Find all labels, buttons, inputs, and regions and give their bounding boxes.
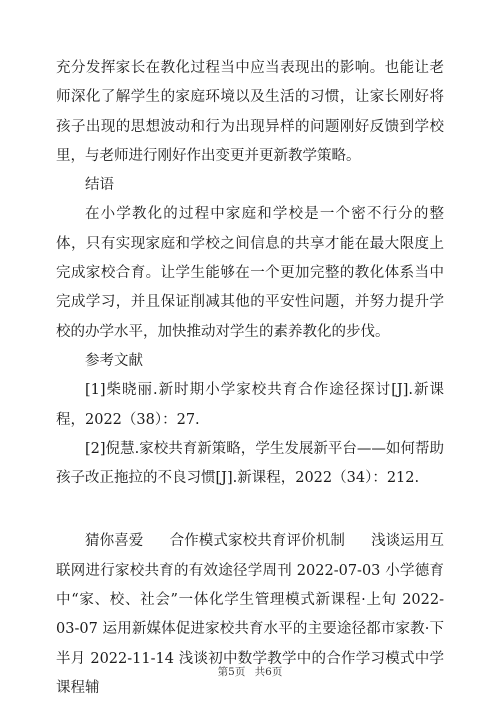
reference-item-1: [1]柴晓丽.新时期小学家校共育合作途径探讨[J].新课程，2022（38）：27. [56, 382, 444, 428]
section-spacer [56, 493, 444, 527]
references-heading: 参考文献 [85, 352, 143, 369]
recommend-link-1[interactable]: 合作模式家校共育评价机制 [169, 533, 345, 550]
recommend-label: 猜你喜爱 [85, 533, 144, 550]
page-total: 共6页 [254, 666, 283, 678]
page-footer [0, 664, 500, 679]
conclusion-heading: 结语 [85, 177, 114, 194]
paragraph-conclusion: 在小学教化的过程中家庭和学校是一个密不行分的整体，只有实现家庭和学校之间信息的共享才能在最大限度上完成家校合育。让学生能够在一个更加完整的教化体系当中完成学习，并且保证削减其他的平安性问题，并努力提升学校的办学水平，加快推动对学生的素养教化的步伐。 [56, 206, 444, 340]
document-page [56, 54, 444, 703]
page-number: 第5页 [217, 666, 246, 678]
paragraph-family-school: 充分发挥家长在教化过程当中应当表现出的影响。也能让老师深化了解学生的家庭环境以及生活的习惯，让家长刚好将孩子出现的思想波动和行为出现异样的问题刚好反馈到学校里，与老师进行刚好作出变更并更新教学策略。 [56, 60, 444, 164]
reference-item-2: [2]倪慧.家校共育新策略，学生发展新平台——如何帮助孩子改正拖拉的不良习惯[J].新课程，2022（34）：212. [56, 440, 444, 487]
recommend-links[interactable]: 浅谈运用互联网进行家校共育的有效途径学周刊 2022-07-03 小学德育中“家、校、社会”一体化学生管理模式新课程·上旬 2022-03-07 运用新媒体促进家校共育水平的主要途径都市家教·下半月 2022-11-14 浅谈初中数学教学中的合作学习模式中学课程辅 [56, 533, 445, 696]
